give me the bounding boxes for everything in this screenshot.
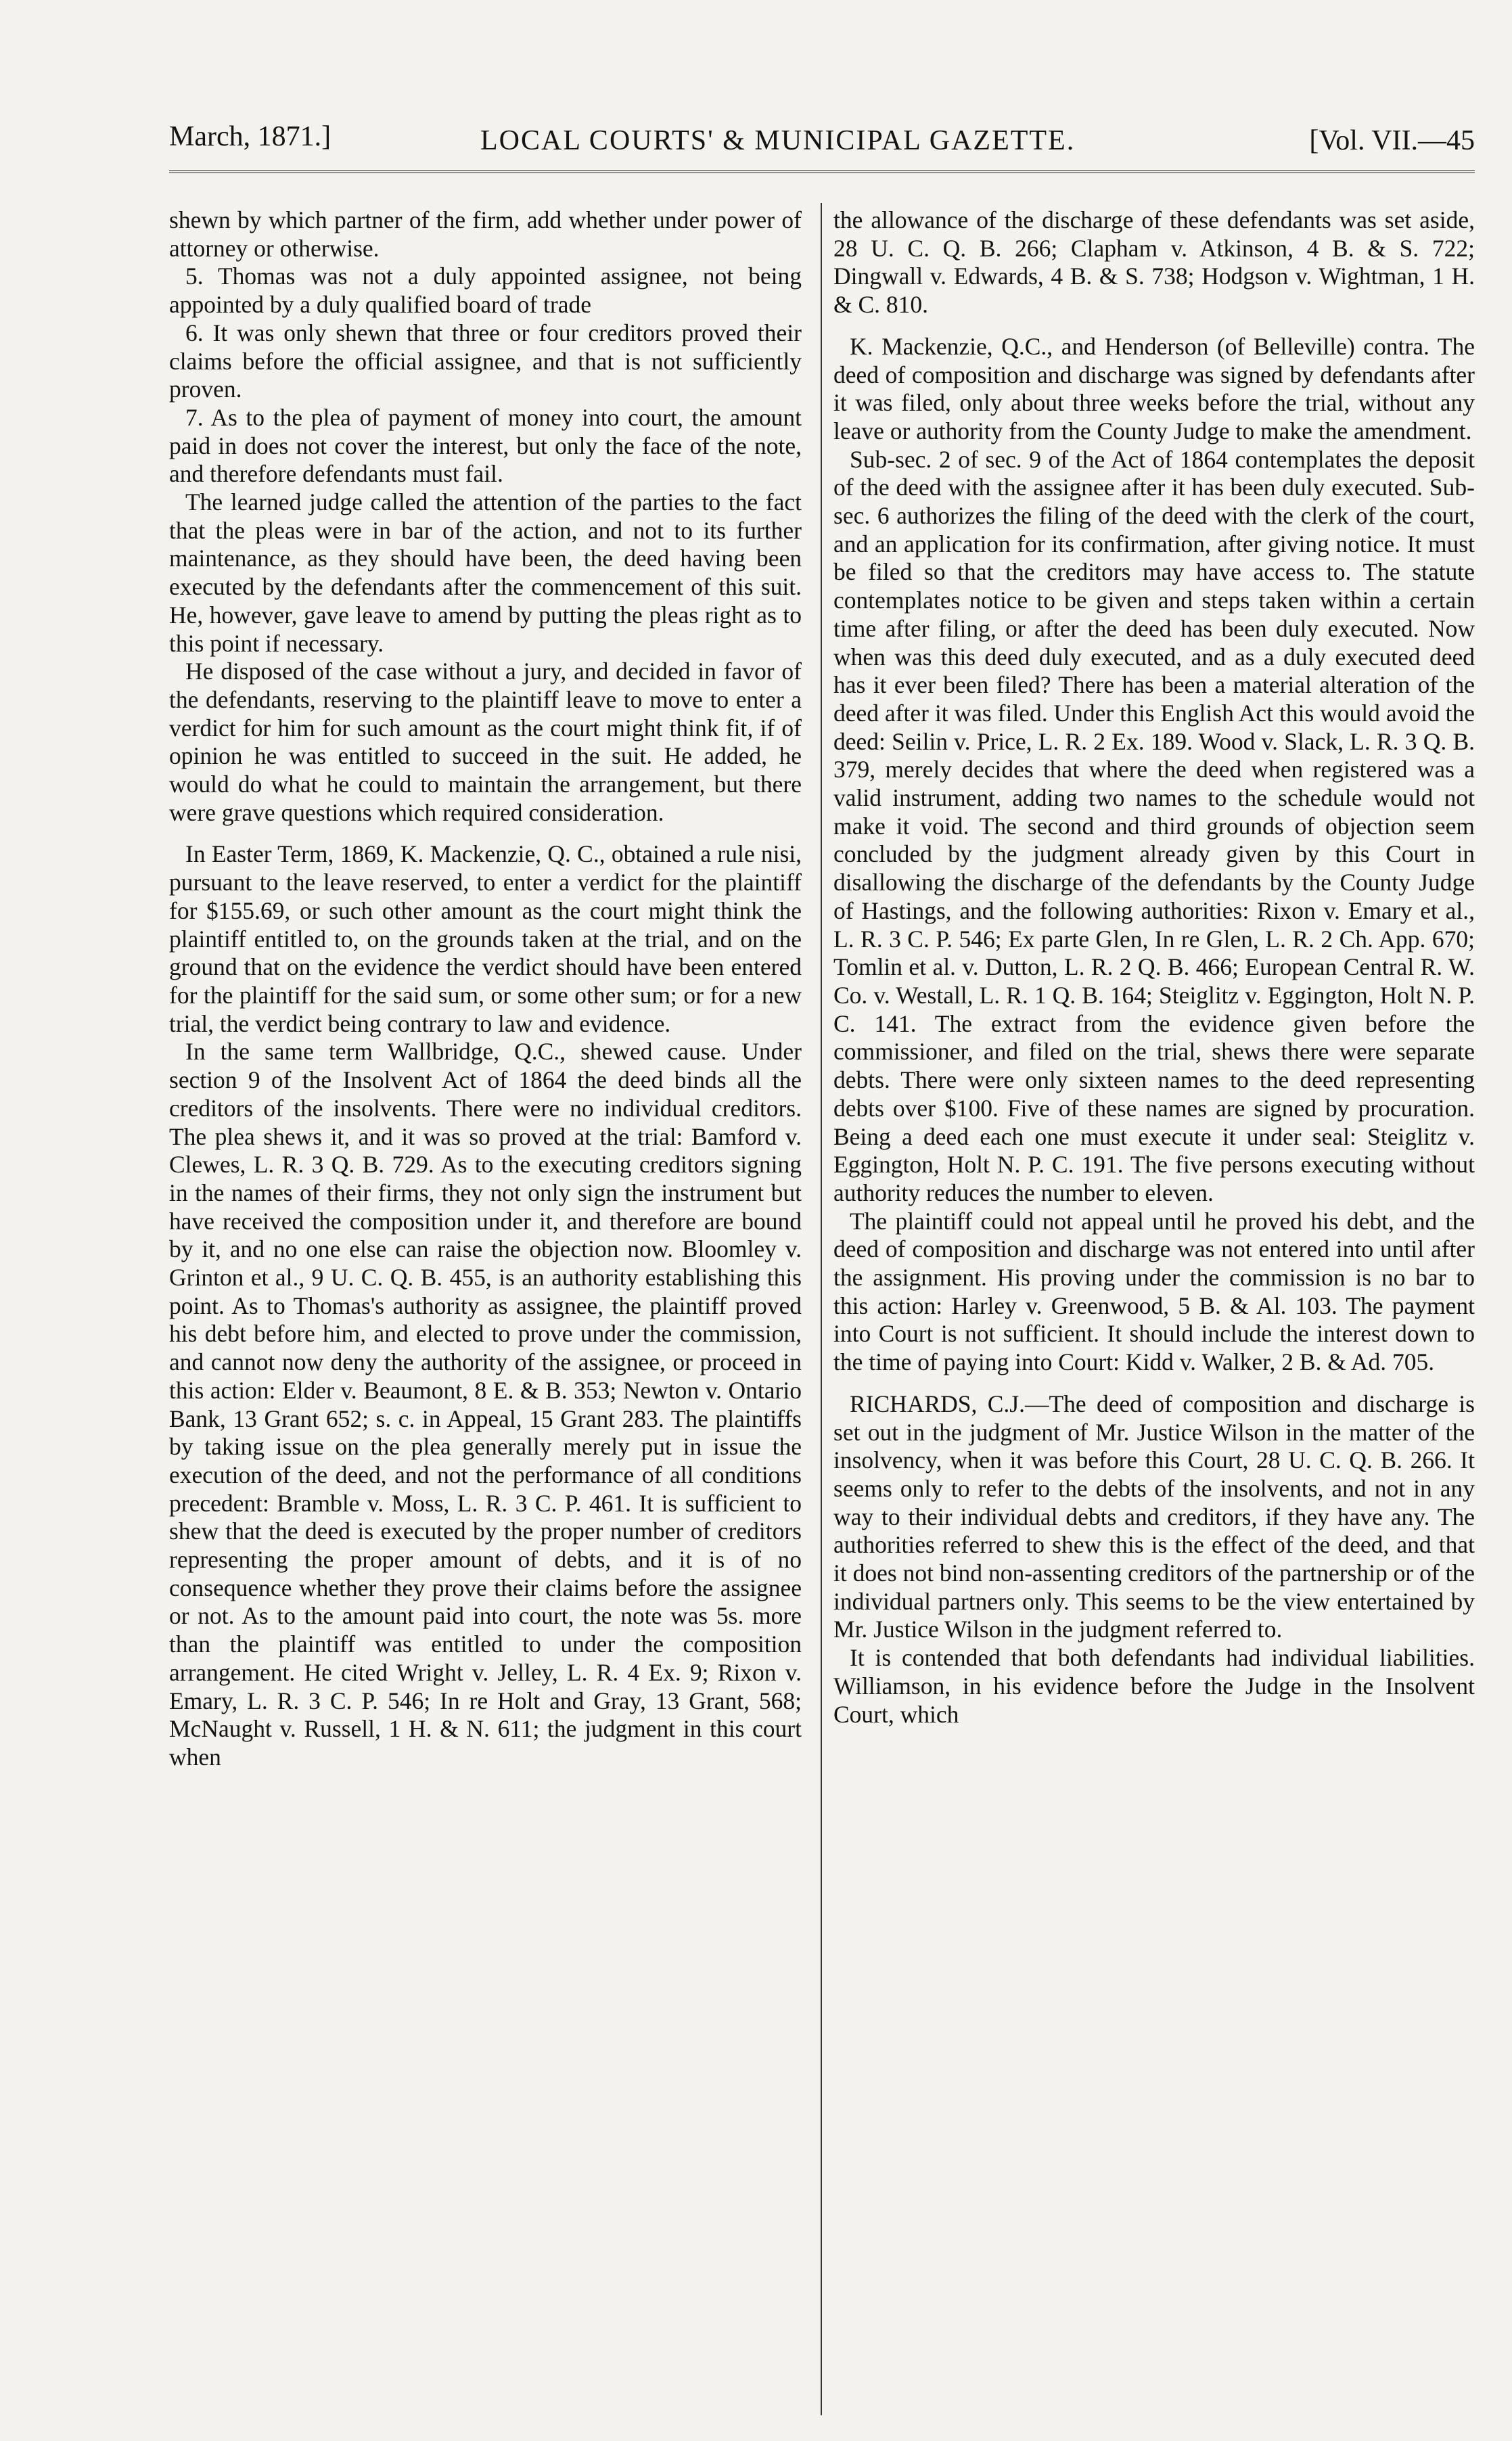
paragraph: The learned judge called the attention of the parties to the fact that the pleas were in bar of the action, and not to its further maintenance, as they should have been, the deed having been executed by the defendants after the commencement of this suit. He, however, gave leave to amend by putting the pleas right as to this point if necessary. [169, 488, 802, 657]
paragraph: RICHARDS, C.J.—The deed of composition and discharge is set out in the judgment of Mr. Justice Wilson in the matter of the insolvency, when it was before this Court, 28 U. C. Q. B. 266. It seems only to refer to the debts of the insolvents, and not in any way to their individual debts and creditors, if they have any. The authorities referred to shew this is the effect of the deed, and that it does not bind non-assenting creditors of the partnership or of the individual partners only. This seems to be the view entertained by Mr. Justice Wilson in the judgment referred to. [833, 1390, 1475, 1643]
paragraph: the allowance of the discharge of these defendants was set aside, 28 U. C. Q. B. 266; Clapham v. Atkinson, 4 B. & S. 722; Dingwall v. Edwards, 4 B. & S. 738; Hodgson v. Wightman, 1 H. & C. 810. [833, 206, 1475, 319]
paragraph: Sub-sec. 2 of sec. 9 of the Act of 1864 contemplates the deposit of the deed with the assignee after it has been duly executed. Sub-sec. 6 authorizes the filing of the deed with the clerk of the court, and an application for its confirmation, after giving notice. It must be filed so that the creditors may have access to. The statute contemplates notice to be given and steps taken within a certain time after filing, or after the deed has been duly executed. Now when was this deed duly executed, and as a duly executed deed has it ever been filed? There has been a material alteration of the deed after it was filed. Under this English Act this would avoid the deed: Seilin v. Price, L. R. 2 Ex. 189. Wood v. Slack, L. R. 3 Q. B. 379, merely decides that where the deed when registered was a valid instrument, adding two names to the schedule would not make it void. The second and third grounds of objection seem concluded by the judgment already given by this Court in disallowing the discharge of the defendants by the County Judge of Hastings, and the following authorities: Rixon v. Emary et al., L. R. 3 C. P. 546; Ex parte Glen, In re Glen, L. R. 2 Ch. App. 670; Tomlin et al. v. Dutton, L. R. 2 Q. B. 466; European Central R. W. Co. v. Westall, L. R. 1 Q. B. 164; Steiglitz v. Eggington, Holt N. P. C. 141. The extract from the evidence given before the commissioner, and filed on the trial, shews there were separate debts. There were only sixteen names to the deed representing debts over $100. Five of these names are signed by procuration. Being a deed each one must execute it under seal: Steiglitz v. Eggington, Holt N. P. C. 191. The five persons executing without authority reduces the number to eleven. [833, 445, 1475, 1206]
page-header [169, 120, 1475, 168]
right-column [833, 206, 1475, 1729]
header-volume: [Vol. VII.—45 [1309, 125, 1475, 156]
paragraph: It is contended that both defendants had individual liabilities. Williamson, in his evidence before the Judge in the Insolvent Court, which [833, 1644, 1475, 1728]
paragraph: The plaintiff could not appeal until he proved his debt, and the deed of composition and discharge was not entered into until after the assignment. His proving under the commission is no bar to this action: Harley v. Greenwood, 5 B. & Al. 103. The payment into Court is not sufficient. It should include the interest down to the time of paying into Court: Kidd v. Walker, 2 B. & Ad. 705. [833, 1207, 1475, 1376]
paragraph: 7. As to the plea of payment of money into court, the amount paid in does not cover the interest, but only the face of the note, and therefore defendants must fail. [169, 403, 802, 488]
paragraph: 5. Thomas was not a duly appointed assignee, not being appointed by a duly qualified board of trade [169, 263, 802, 319]
paragraph: shewn by which partner of the firm, add whether under power of attorney or otherwise. [169, 206, 802, 262]
paragraph: 6. It was only shewn that three or four creditors proved their claims before the official assignee, and that is not sufficiently proven. [169, 319, 802, 403]
paragraph: In the same term Wallbridge, Q.C., shewed cause. Under section 9 of the Insolvent Act of 1864 the deed binds all the creditors of the insolvents. There were no individual creditors. The plea shews it, and it was so proved at the trial: Bamford v. Clewes, L. R. 3 Q. B. 729. As to the executing creditors signing in the names of their firms, they not only sign the instrument but have received the composition under it, and therefore are bound by it, and no one else can raise the objection now. Bloomley v. Grinton et al., 9 U. C. Q. B. 455, is an authority establishing this point. As to Thomas's authority as assignee, the plaintiff proved his debt before him, and elected to prove under the commission, and cannot now deny the authority of the assignee, or proceed in this action: Elder v. Beaumont, 8 E. & B. 353; Newton v. Ontario Bank, 13 Grant 652; s. c. in Appeal, 15 Grant 283. The plaintiffs by taking issue on the plea generally merely put in issue the execution of the deed, and not the performance of all conditions precedent: Bramble v. Moss, L. R. 3 C. P. 461. It is sufficient to shew that the deed is executed by the proper number of creditors representing the proper amount of debts, and it is of no consequence whether they prove their claims before the assignee or not. As to the amount paid into court, the note was 5s. more than the plaintiff was entitled to under the composition arrangement. He cited Wright v. Jelley, L. R. 4 Ex. 9; Rixon v. Emary, L. R. 3 C. P. 546; In re Holt and Gray, 13 Grant, 568; McNaught v. Russell, 1 H. & N. 611; the judgment in this court when [169, 1038, 802, 1771]
paragraph: He disposed of the case without a jury, and decided in favor of the defendants, reserving to the plaintiff leave to move to enter a verdict for him for such amount as the court might think fit, if of opinion he was entitled to succeed in the suit. He added, he would do what he could to maintain the arrangement, but there were grave questions which required consideration. [169, 658, 802, 826]
header-date: March, 1871.] [169, 121, 331, 152]
left-column [169, 206, 802, 1772]
header-title: LOCAL COURTS' & MUNICIPAL GAZETTE. [480, 125, 1076, 156]
header-rule [169, 170, 1475, 173]
paragraph: K. Mackenzie, Q.C., and Henderson (of Belleville) contra. The deed of composition and discharge was signed by defendants after it was filed, only about three weeks before the trial, without any leave or authority from the County Judge to make the amendment. [833, 332, 1475, 444]
column-divider [821, 203, 822, 2415]
paragraph: In Easter Term, 1869, K. Mackenzie, Q. C., obtained a rule nisi, pursuant to the leave reserved, to enter a verdict for the plaintiff for $155.69, or such other amount as the court might think the plaintiff entitled to, on the grounds taken at the trial, and on the ground that on the evidence the verdict should have been entered for the plaintiff for the said sum, or some other sum; or for a new trial, the verdict being contrary to law and evidence. [169, 840, 802, 1037]
